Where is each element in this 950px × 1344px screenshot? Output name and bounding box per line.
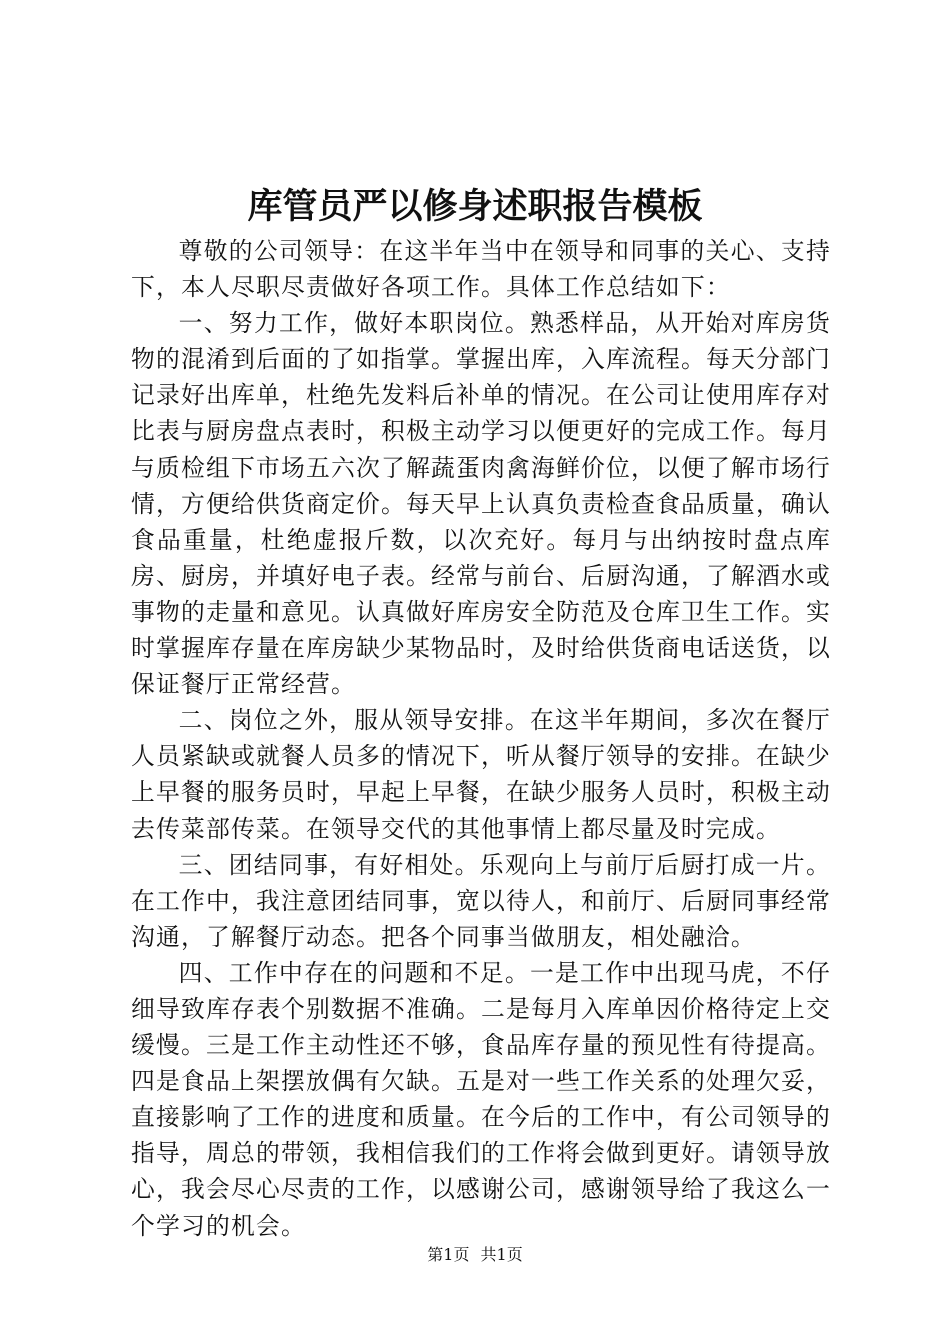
paragraph-section-1: 一、努力工作，做好本职岗位。熟悉样品，从开始对库房货物的混淆到后面的了如指掌。掌握出库，入库流程。每天分部门记录好出库单，杜绝先发料后补单的情况。在公司让使用库存对比表与厨房盘点表时，积极主动学习以便更好的完成工作。每月与质检组下市场五六次了解蔬蛋肉禽海鲜价位，以便了解市场行情，方便给供货商定价。每天早上认真负责检查食品质量，确认食品重量，杜绝虚报斤数，以次充好。每月与出纳按时盘点库房、厨房，并填好电子表。经常与前台、后厨沟通，了解酒水或事物的走量和意见。认真做好库房安全防范及仓库卫生工作。实时掌握库存量在库房缺少某物品时，及时给供货商电话送货，以保证餐厅正常经营。 — [131, 309, 831, 699]
document-title: 库管员严以修身述职报告模板 — [247, 186, 703, 227]
paragraph-section-2: 二、岗位之外，服从领导安排。在这半年期间，多次在餐厅人员紧缺或就餐人员多的情况下，听从餐厅领导的安排。在缺少上早餐的服务员时，早起上早餐，在缺少服务人员时，积极主动去传菜部传菜。在领导交代的其他事情上都尽量及时完成。 — [131, 706, 831, 843]
paragraph-section-3: 三、团结同事，有好相处。乐观向上与前厅后厨打成一片。在工作中，我注意团结同事，宽以待人，和前厅、后厨同事经常沟通，了解餐厅动态。把各个同事当做朋友，相处融洽。 — [131, 850, 831, 951]
paragraph-section-4: 四、工作中存在的问题和不足。一是工作中出现马虎，不仔细导致库存表个别数据不准确。二是每月入库单因价格待定上交缓慢。三是工作主动性还不够，食品库存量的预见性有待提高。四是食品上架摆放偶有欠缺。五是对一些工作关系的处理欠妥，直接影响了工作的进度和质量。在今后的工作中，有公司领导的指导，周总的带领，我相信我们的工作将会做到更好。请领导放心，我会尽心尽责的工作，以感谢公司，感谢领导给了我这么一个学习的机会。 — [131, 958, 831, 1240]
document-body — [131, 233, 831, 1244]
page-number-footer: 第1页 共1页 — [427, 1245, 523, 1264]
paragraph-greeting: 尊敬的公司领导：在这半年当中在领导和同事的关心、支持下，本人尽职尽责做好各项工作。具体工作总结如下： — [131, 237, 831, 302]
